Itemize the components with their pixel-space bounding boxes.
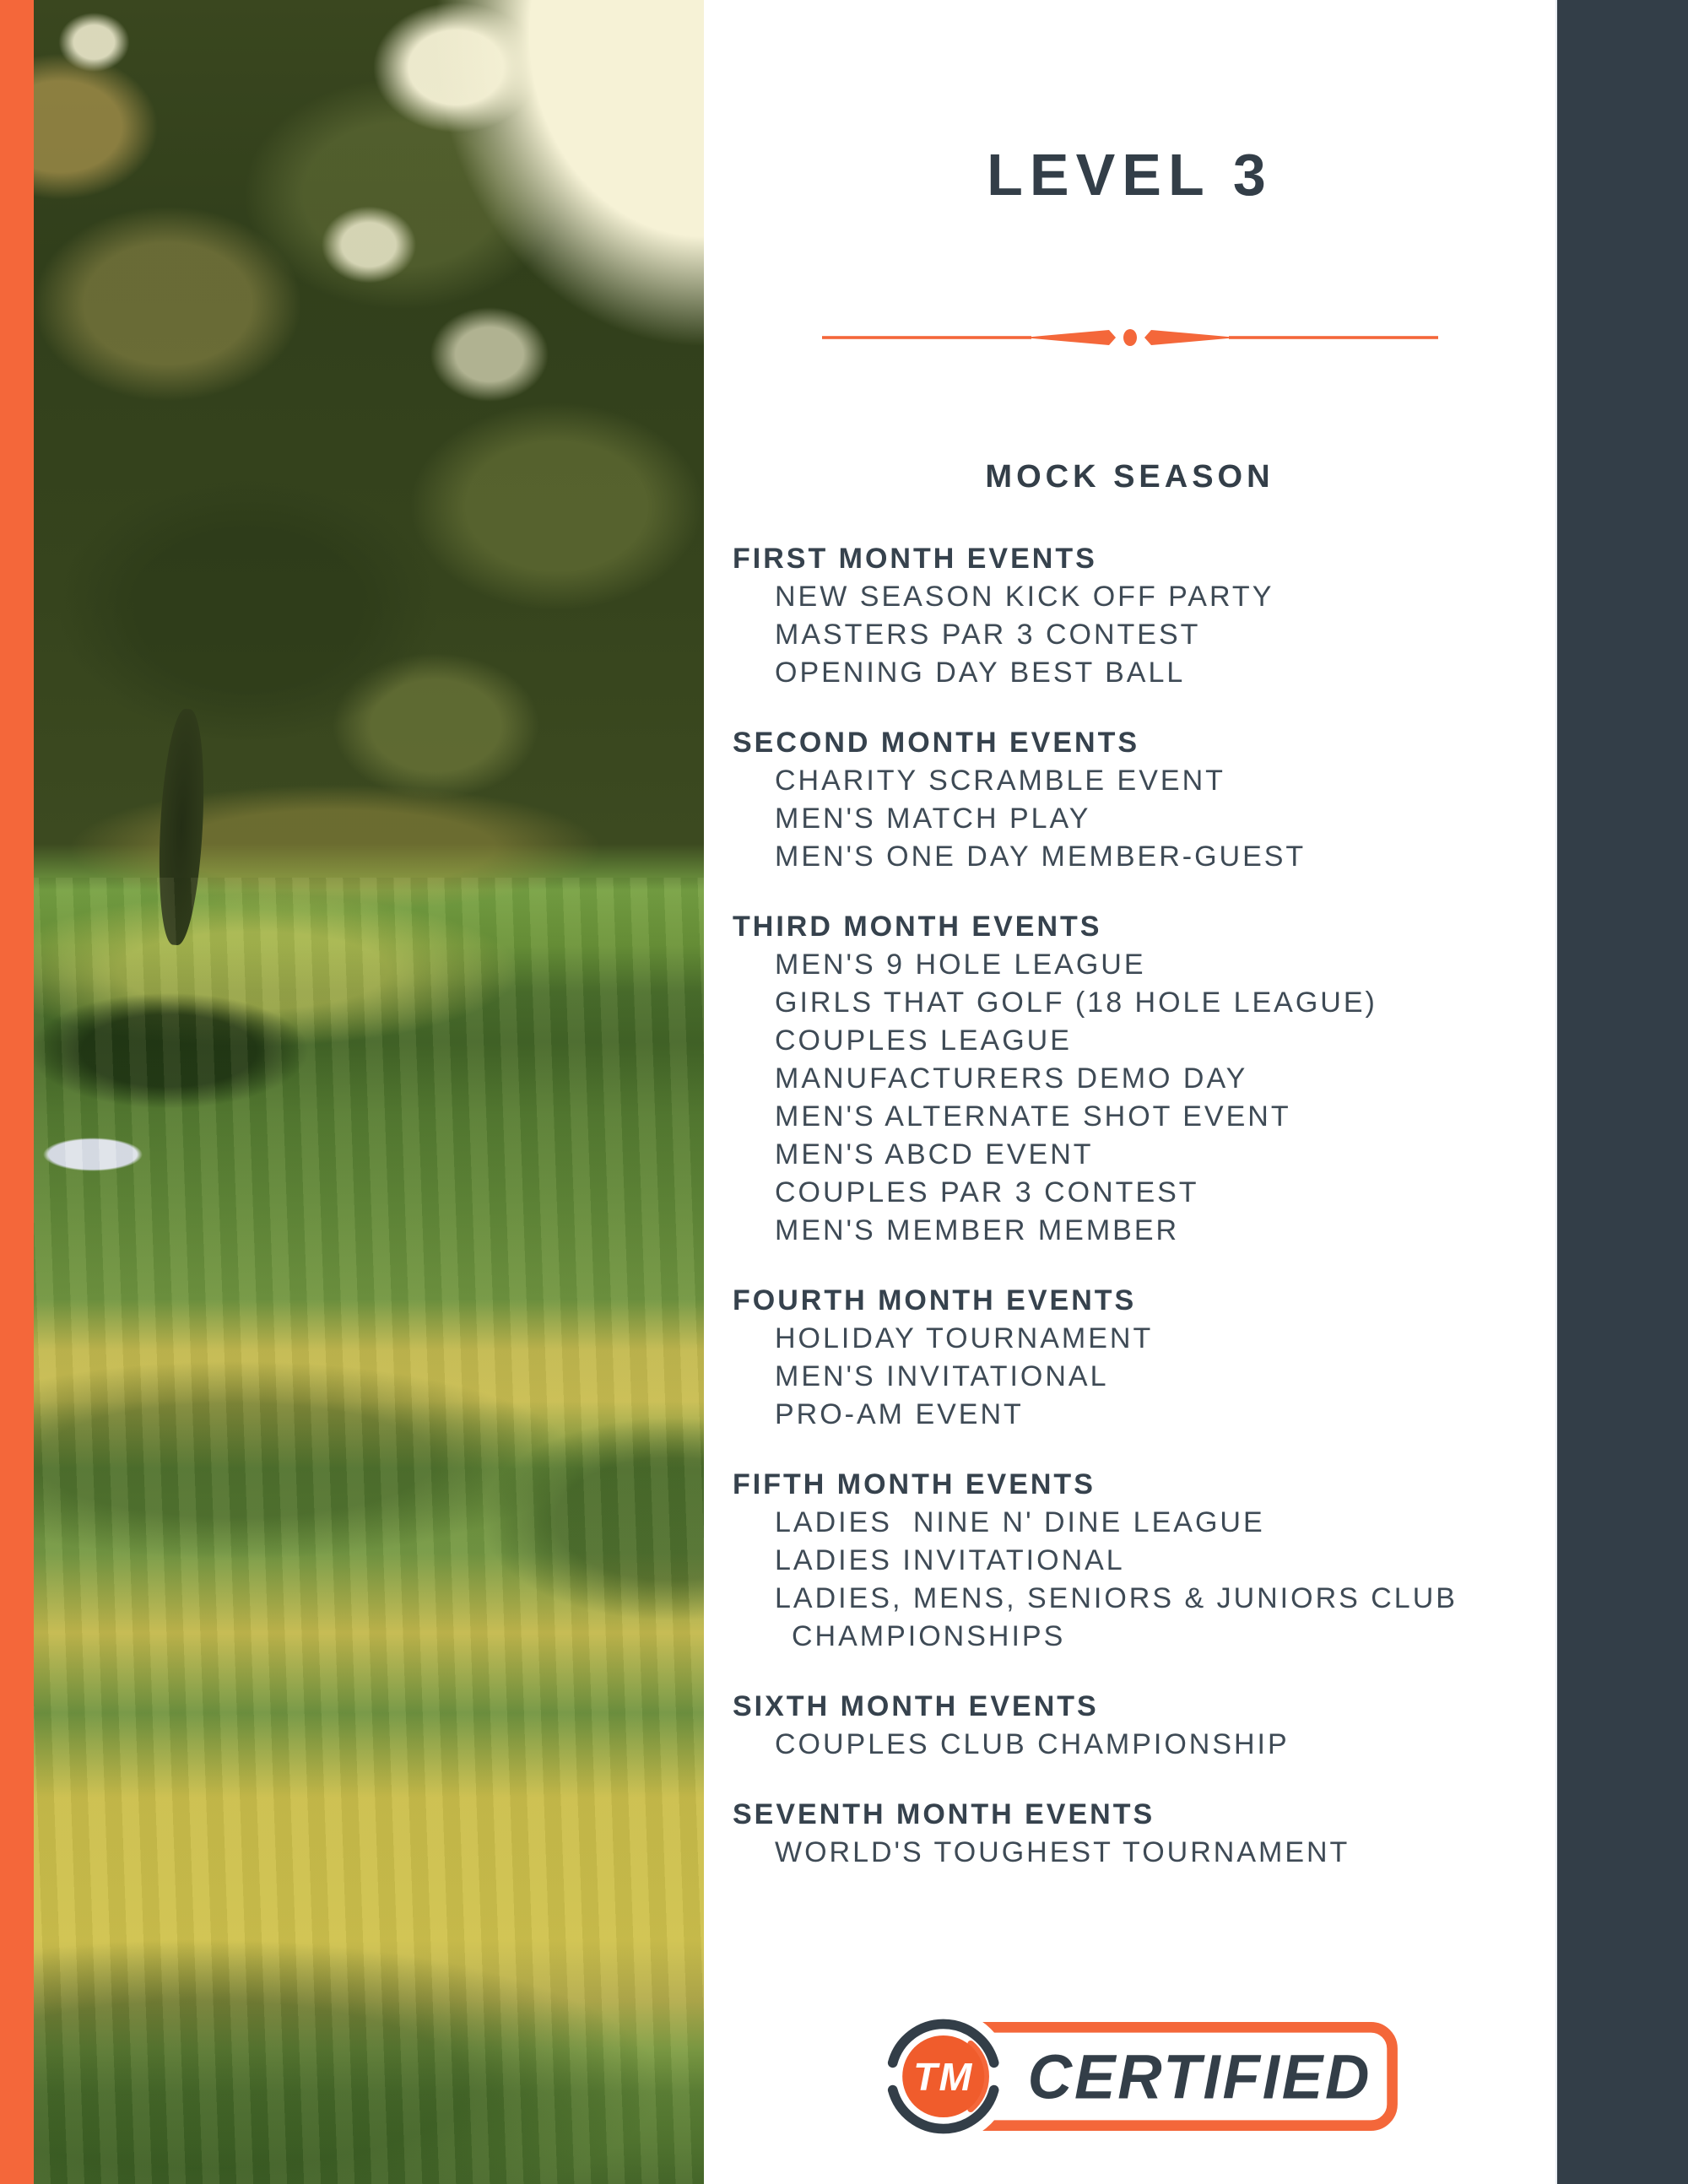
event-item: GIRLS THAT GOLF (18 HOLE LEAGUE) [775,987,1377,1019]
event-item: LADIES NINE N' DINE LEAGUE [775,1506,1265,1538]
divider-line-left [822,336,1031,339]
tree-trunk [154,708,209,946]
event-item: MEN'S ONE DAY MEMBER-GUEST [775,841,1307,873]
events-section-second [733,724,1555,876]
event-item: WORLD'S TOUGHEST TOURNAMENT [775,1836,1350,1868]
events-section-fourth [733,1282,1555,1434]
section-heading: THIRD MONTH EVENTS [733,911,1102,943]
event-item: CHARITY SCRAMBLE EVENT [775,765,1225,797]
section-heading: FOURTH MONTH EVENTS [733,1284,1137,1316]
event-item: MANUFACTURERS DEMO DAY [775,1062,1248,1095]
left-accent-bar [0,0,34,2184]
section-heading: SECOND MONTH EVENTS [733,727,1140,759]
event-item: MEN'S MATCH PLAY [775,803,1091,835]
logo-badge-text: TM [912,2055,973,2099]
tm-certified-logo [852,2007,1409,2150]
events-list [733,540,1555,1904]
event-item: COUPLES CLUB CHAMPIONSHIP [775,1728,1290,1760]
content-panel [704,0,1555,2184]
page-title: LEVEL 3 [987,142,1273,208]
event-item: OPENING DAY BEST BALL [775,657,1186,689]
event-item: LADIES, MENS, SENIORS & JUNIORS CLUB CHAMPIONSHIPS [775,1582,1469,1652]
event-item: HOLIDAY TOURNAMENT [775,1322,1154,1354]
event-item: MEN'S ALTERNATE SHOT EVENT [775,1100,1291,1133]
events-section-seventh [733,1796,1555,1872]
section-heading: FIRST MONTH EVENTS [733,543,1097,575]
events-section-fifth [733,1466,1555,1656]
event-item: LADIES INVITATIONAL [775,1544,1125,1576]
events-section-sixth [733,1688,1555,1764]
divider-line-right [1229,336,1438,339]
logo-wordmark: CERTIFIED [1027,2041,1372,2112]
section-heading: SEVENTH MONTH EVENTS [733,1798,1155,1830]
season-heading: MOCK SEASON [985,459,1274,495]
golf-course-photo [34,0,704,2184]
event-item: PRO-AM EVENT [775,1398,1024,1430]
events-section-first [733,540,1555,692]
event-item: MEN'S ABCD EVENT [775,1138,1094,1170]
event-item: MEN'S INVITATIONAL [775,1360,1109,1392]
divider-pennant-left [1023,330,1116,345]
divider-dot [1123,329,1137,346]
divider-pennant-right [1144,330,1237,345]
event-item: MEN'S MEMBER MEMBER [775,1214,1180,1246]
section-heading: FIFTH MONTH EVENTS [733,1468,1096,1500]
event-item: MEN'S 9 HOLE LEAGUE [775,949,1146,981]
event-item: NEW SEASON KICK OFF PARTY [775,581,1274,613]
events-section-third [733,908,1555,1250]
event-item: COUPLES PAR 3 CONTEST [775,1176,1199,1208]
right-accent-bar [1555,0,1688,2184]
event-item: MASTERS PAR 3 CONTEST [775,619,1201,651]
divider-ornament-icon [822,324,1438,351]
section-heading: SIXTH MONTH EVENTS [733,1690,1099,1722]
event-item: COUPLES LEAGUE [775,1024,1072,1057]
